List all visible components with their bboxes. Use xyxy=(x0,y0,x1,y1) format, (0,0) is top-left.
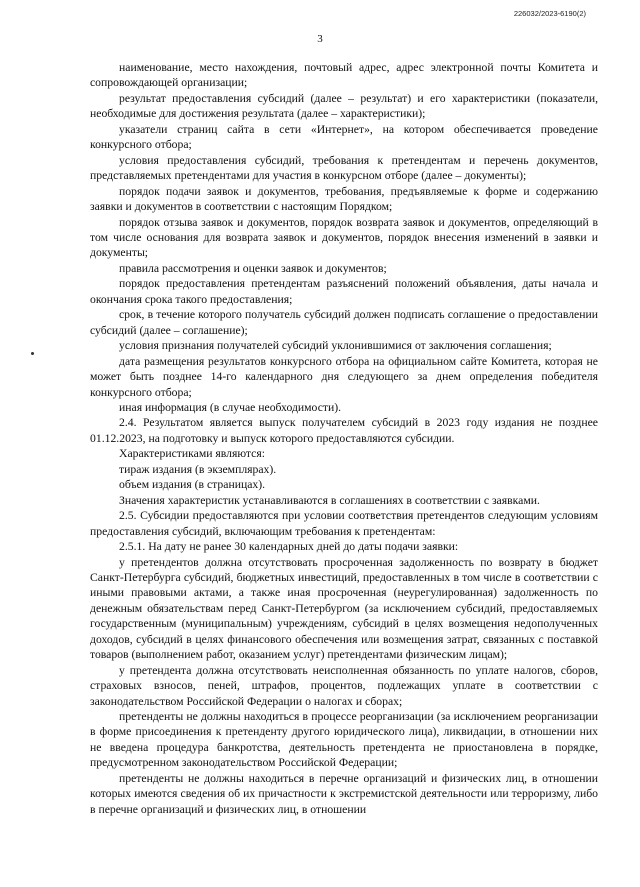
paragraph: указатели страниц сайта в сети «Интернет», на котором обеспечивается проведение конкурсного отбора; xyxy=(90,122,598,152)
paragraph: результат предоставления субсидий (далее – результат) и его характеристики (показатели, необходимые для достижения результата (далее – характеристики); xyxy=(90,91,598,121)
paragraph: срок, в течение которого получатель субсидий должен подписать соглашение о предоставлении субсидий (далее – соглашение); xyxy=(90,308,598,337)
paragraph: порядок подачи заявок и документов, требования, предъявляемые к форме и содержанию заявки и документов в соответствии с настоящим Порядком; xyxy=(90,184,598,214)
paragraph: тираж издания (в экземплярах). xyxy=(119,462,277,476)
document-body xyxy=(90,60,598,817)
paragraph: условия признания получателей субсидий уклонившимися от заключения соглашения; xyxy=(119,339,552,353)
paragraph: дата размещения результатов конкурсного отбора на официальном сайте Комитета, которая не может быть позднее 14-го календарного дня следующего за днем определения победителя конкурсного отбора; xyxy=(90,354,598,399)
paragraph: Характеристиками являются: xyxy=(119,447,265,461)
paragraph: порядок предоставления претендентам разъяснений положений объявления, даты начала и окончания срока такого предоставления; xyxy=(90,277,598,306)
paragraph: правила рассмотрения и оценки заявок и документов; xyxy=(119,261,387,275)
paragraph: претенденты не должны находиться в перечне организаций и физических лиц, в отношении которых имеются сведения об их причастности к экстремистской деятельности или терроризму, либо в перечне организаций и физических лиц, в отношении xyxy=(90,771,598,816)
paragraph: наименование, место нахождения, почтовый адрес, адрес электронной почты Комитета и сопровождающей организации; xyxy=(90,61,598,90)
paragraph: условия предоставления субсидий, требования к претендентам и перечень документов, представляемых претендентами для участия в конкурсном отборе (далее – документы); xyxy=(90,153,598,183)
paragraph: иная информация (в случае необходимости). xyxy=(119,400,342,414)
paragraph: у претендента должна отсутствовать неисполненная обязанность по уплате налогов, сборов, страховых взносов, пеней, штрафов, процентов, подлежащих уплате в соответствии с законодательством Российской Федерации о налогах и сборах; xyxy=(90,663,598,708)
paragraph: претенденты не должны находиться в процессе реорганизации (за исключением реорганизации в форме присоединения к претенденту другого юридического лица), ликвидации, в отношении них не введена процедура банкротства, деятельность претендента не приостановлена в порядке, предусмотренном законодательством Российской Федерации; xyxy=(90,710,598,770)
margin-mark xyxy=(31,352,34,355)
paragraph: 2.5.1. На дату не ранее 30 календарных дней до даты подачи заявки: xyxy=(119,540,459,554)
document-id: 226032/2023-6190(2) xyxy=(513,9,586,18)
paragraph: Значения характеристик устанавливаются в соглашениях в соответствии с заявками. xyxy=(119,493,540,507)
paragraph: объем издания (в страницах). xyxy=(119,478,266,492)
paragraph: 2.5. Субсидии предоставляются при условии соответствия претендентов следующим условиям предоставления субсидий, включающим требования к претендентам: xyxy=(90,509,598,538)
paragraph: 2.4. Результатом является выпуск получателем субсидий в 2023 году издания не позднее 01.12.2023, на подготовку и выпуск которого предоставляются субсидии. xyxy=(90,416,598,445)
page-number: 3 xyxy=(317,33,323,45)
paragraph: порядок отзыва заявок и документов, порядок возврата заявок и документов, определяющий в том числе основания для возврата заявок и документов, порядок внесения изменений в заявки и документы; xyxy=(90,215,598,260)
paragraph: у претендентов должна отсутствовать просроченная задолженность по возврату в бюджет Санкт-Петербурга субсидий, бюджетных инвестиций, предоставленных в том числе в соответствии с иными правовыми актами, а также иная просроченная (неурегулированная) задолженность по денежным обязательствам перед Санкт-Петербургом (за исключением субсидий, предоставляемых государственным (муниципальным) учреждениям, субсидий в целях возмещения недополученных доходов, субсидий в целях финансового обеспечения или возмещения затрат, связанных с поставкой товаров (выполнением работ, оказанием услуг) претендентами физическим лицам); xyxy=(90,555,598,662)
